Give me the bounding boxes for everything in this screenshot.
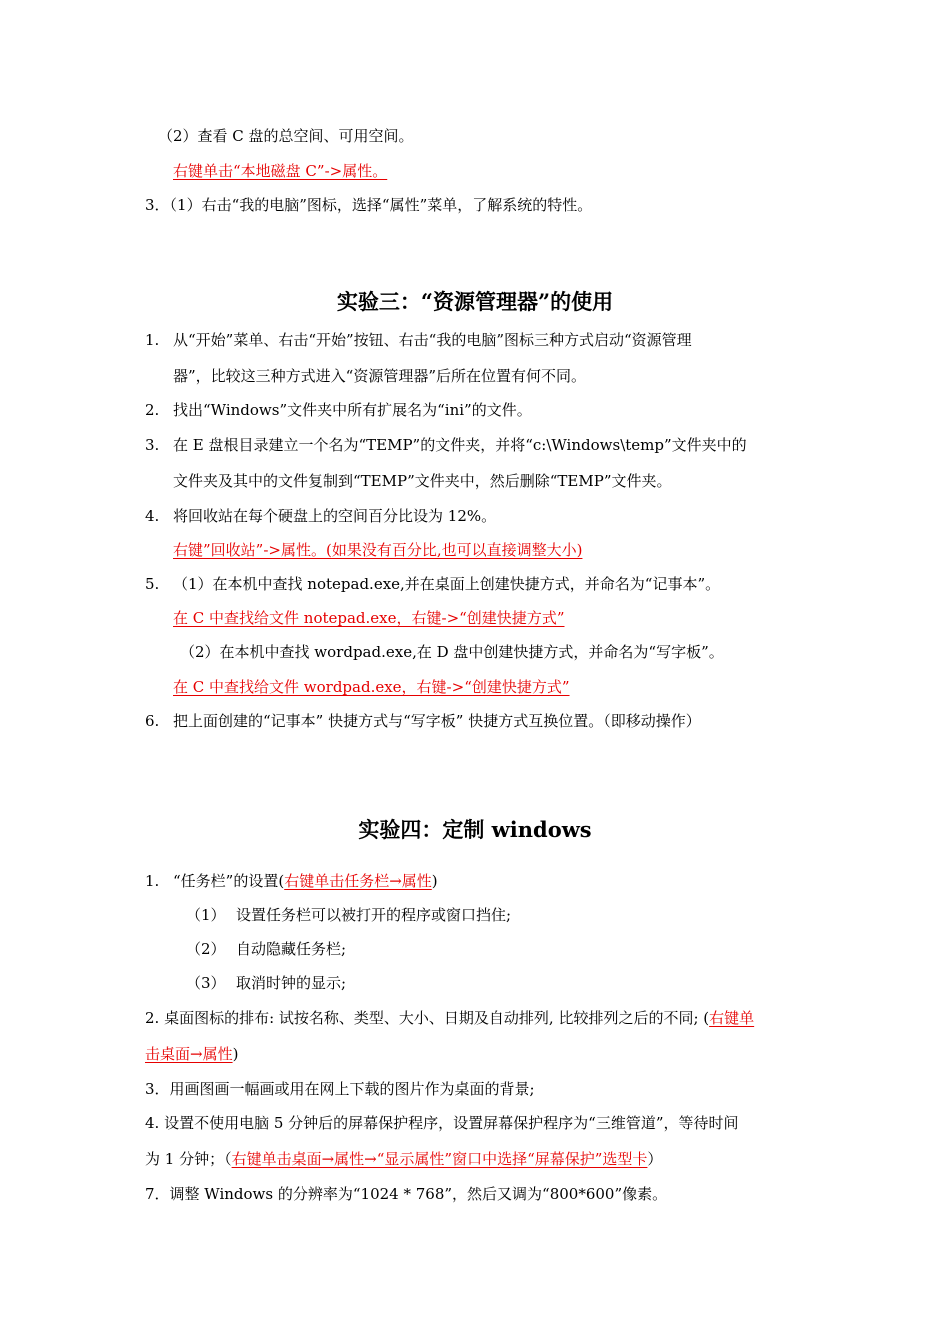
exp3-item-6: 6. 把上面创建的“记事本” 快捷方式与“写字板” 快捷方式互换位置。（即移动操作） [145,712,701,730]
exp4-sub-1: （1） 设置任务栏可以被打开的程序或窗口挡住; [186,906,512,924]
exp4-item-3: 3．用画图画一幅画或用在网上下载的图片作为桌面的背景; [145,1080,535,1098]
exp4-item-1-hint: 右键单击任务栏→属性 [284,872,432,890]
exp4-item-2: 2. 桌面图标的排布: 试按名称、类型、大小、日期及自动排列, 比较排列之后的不同; (右键单 [145,1009,755,1027]
exp4-sub-2: （2） 自动隐藏任务栏; [186,940,347,958]
exp4-item-4: 4. 设置不使用电脑 5 分钟后的屏幕保护程序，设置屏幕保护程序为“三维管道”，等待时间 [145,1114,739,1132]
experiment-4-title: 实验四：定制 windows [358,817,592,842]
exp4-item-2-cont: 击桌面→属性) [145,1045,239,1063]
step-2-2: （2）查看 C 盘的总空间、可用空间。 [158,127,414,145]
exp3-item-3: 3. 在 E 盘根目录建立一个名为“TEMP”的文件夹，并将“c:\Windows\temp”文件夹中的 [145,436,747,454]
exp3-item-4: 4. 将回收站在每个硬盘上的空间百分比设为 12%。 [145,507,497,525]
exp3-item-3-cont: 文件夹及其中的文件复制到“TEMP”文件夹中，然后删除“TEMP”文件夹。 [173,472,672,490]
exp3-item-1: 1. 从“开始”菜单、右击“开始”按钮、右击“我的电脑”图标三种方式启动“资源管理 [145,331,692,349]
exp3-item-4-hint: 右键”回收站”->属性。(如果没有百分比,也可以直接调整大小) [173,541,583,559]
step-2-2-hint: 右键单击“本地磁盘 C”->属性。 [173,162,388,180]
exp4-item-2-hint-a: 右键单 [709,1009,755,1027]
exp3-item-2: 2. 找出“Windows”文件夹中所有扩展名为“ini”的文件。 [145,401,532,419]
exp4-item-1: 1. “任务栏”的设置(右键单击任务栏→属性) [145,872,438,890]
exp3-item-5-hint2: 在 C 中查找给文件 wordpad.exe，右键->“创建快捷方式” [173,678,570,696]
exp3-item-5-sub2: （2）在本机中查找 wordpad.exe,在 D 盘中创建快捷方式，并命名为“写字板”。 [180,643,724,661]
exp4-sub-3: （3） 取消时钟的显示; [186,974,347,992]
exp4-item-2-hint-b: 击桌面→属性 [145,1045,233,1063]
exp4-item-7: 7．调整 Windows 的分辨率为“1024 * 768”，然后又调为“800*600”像素。 [145,1185,668,1203]
exp3-item-1-cont: 器”，比较这三种方式进入“资源管理器”后所在位置有何不同。 [173,367,587,385]
experiment-3-title: 实验三：“资源管理器”的使用 [336,289,614,314]
exp4-item-4-hint: 右键单击桌面→属性→“显示属性”窗口中选择“屏幕保护”选型卡 [231,1150,648,1168]
exp4-item-4-cont: 为 1 分钟；（右键单击桌面→属性→“显示属性”窗口中选择“屏幕保护”选型卡） [145,1150,663,1168]
exp3-item-5: 5. （1）在本机中查找 notepad.exe,并在桌面上创建快捷方式，并命名为“记事本”。 [145,575,721,593]
exp3-item-5-hint: 在 C 中查找给文件 notepad.exe，右键->“创建快捷方式” [173,609,565,627]
step-3-1: 3．（1）右击“我的电脑”图标，选择“属性”菜单，了解系统的特性。 [145,196,593,214]
